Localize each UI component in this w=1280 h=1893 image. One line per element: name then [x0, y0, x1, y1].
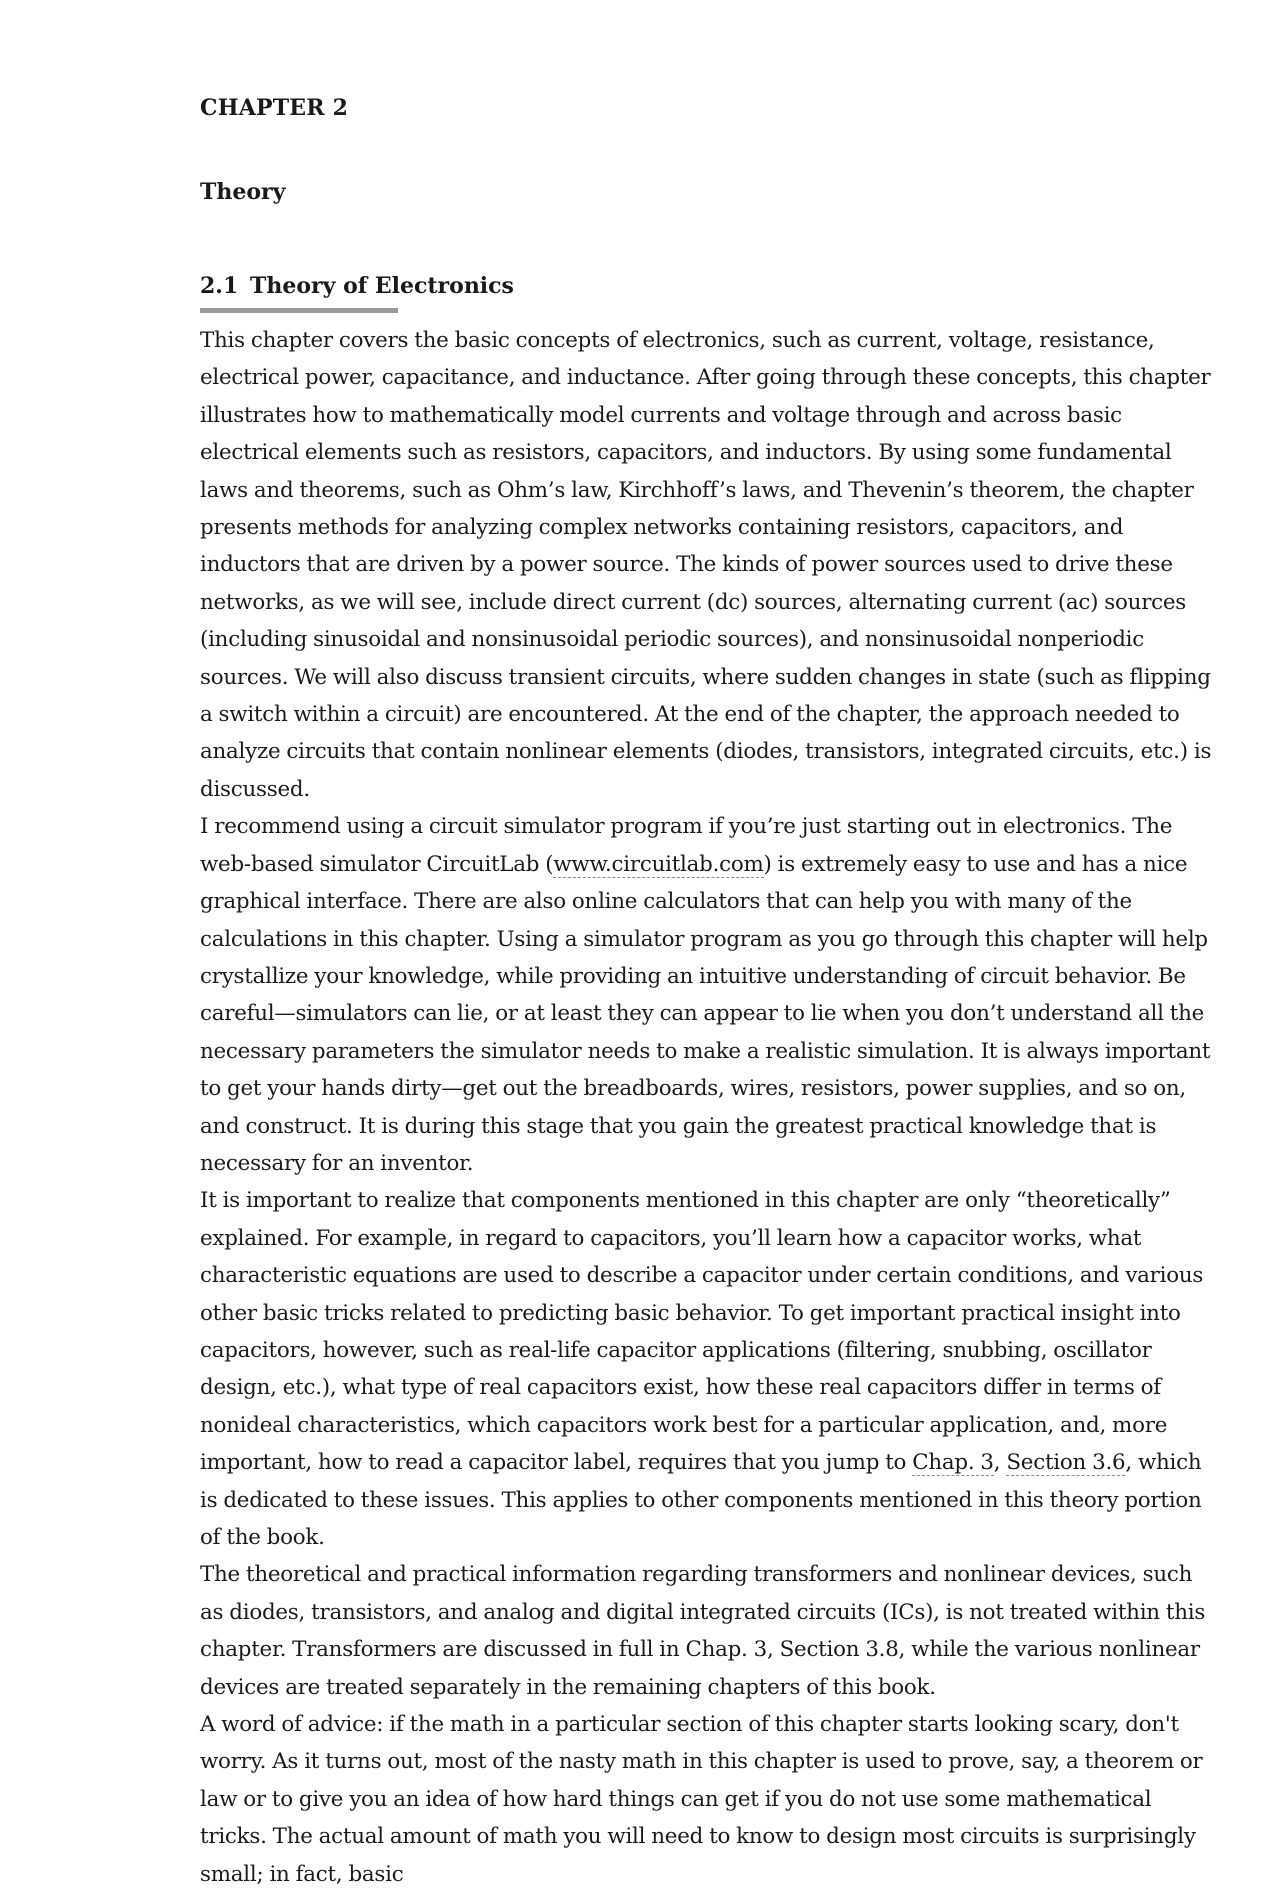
- section-title: Theory of Electronics: [250, 273, 514, 299]
- document-page: [200, 95, 1212, 1887]
- section-3-6-link[interactable]: Section 3.6: [1006, 1450, 1126, 1476]
- body-text: [200, 322, 1212, 1893]
- paragraph-text: I recommend using a circuit simulator program if you’re just starting out in electronics. The web-based simulator CircuitLab (: [200, 814, 1173, 877]
- section-underline: [200, 308, 398, 313]
- paragraph-advice: A word of advice: if the math in a particular section of this chapter starts looking scary, don't worry. As it turns out, most of the nasty math in this chapter is used to prove, say, a theorem or law or to give you an idea of how hard things can get if you do not use some mathematical tricks. The actual amount of math you will need to know to design most circuits is surprisingly small; in fact, basic: [200, 1712, 1203, 1887]
- chapter-3-ref: Chap. 3: [685, 1637, 768, 1663]
- section-3-8-ref: Section 3.8: [779, 1637, 899, 1663]
- paragraph-text: It is important to realize that components mentioned in this chapter are only “theoretically” explained. For example, in regard to capacitors, you’ll learn how a capacitor works, what characteristic equations are used to describe a capacitor under certain conditions, and various other basic tricks related to predicting basic behavior. To get important practical insight into capacitors, however, such as real-life capacitor applications (filtering, snubbing, oscillator design, etc.), what type of real capacitors exist, how these real capacitors differ in terms of nonideal characteristics, which capacitors work best for a particular application, and, more important, how to read a capacitor label, requires that you jump to: [200, 1188, 1204, 1476]
- paragraph-text: , while the various nonlinear devices are treated separately in the remaining chapters of this book.: [200, 1637, 1200, 1700]
- paragraph-intro: This chapter covers the basic concepts of electronics, such as current, voltage, resistance, electrical power, capacitance, and inductance. After going through these concepts, this chapter illustrates how to mathematically model currents and voltage through and across basic electrical elements such as resistors, capacitors, and inductors. By using some fundamental laws and theorems, such as Ohm’s law, Kirchhoff’s laws, and Thevenin’s theorem, the chapter presents methods for analyzing complex networks containing resistors, capacitors, and inductors that are driven by a power source. The kinds of power sources used to drive these networks, as we will see, include direct current (dc) sources, alternating current (ac) sources (including sinusoidal and nonsinusoidal periodic sources), and nonsinusoidal nonperiodic sources. We will also discuss transient circuits, where sudden changes in state (such as flipping a switch within a circuit) are encountered. At the end of the chapter, the approach needed to analyze circuits that contain nonlinear elements (diodes, transistors, integrated circuits, etc.) is discussed.: [200, 328, 1212, 802]
- paragraph-simulator: [200, 808, 1212, 1182]
- section-number: 2.1: [200, 273, 239, 299]
- separator: ,: [993, 1450, 1007, 1476]
- section-heading: [200, 274, 514, 298]
- paragraph-text: ) is extremely easy to use and has a nice graphical interface. There are also online calculators that can help you with many of the calculations in this chapter. Using a simulator program as you go through this chapter will help crystallize your knowledge, while providing an intuitive understanding of circuit behavior. Be careful—simulators can lie, or at least they can appear to lie when you don’t understand all the necessary parameters the simulator needs to make a realistic simulation. It is always important to get your hands dirty—get out the breadboards, wires, resistors, power supplies, and so on, and construct. It is during this stage that you gain the greatest practical knowledge that is necessary for an inventor.: [200, 851, 1211, 1176]
- chapter-label: CHAPTER 2: [200, 95, 349, 121]
- chapter-title: Theory: [200, 179, 286, 205]
- paragraph-text: The theoretical and practical information regarding transformers and nonlinear devices, such as diodes, transistors, and analog and digital integrated circuits (ICs), is not treated within this chapter. Transformers are discussed in full in: [200, 1562, 1206, 1663]
- separator: ,: [767, 1637, 780, 1663]
- paragraph-text: , which is dedicated to these issues. This applies to other components mentioned in this theory portion of the book.: [200, 1450, 1202, 1550]
- paragraph-capacitors: [200, 1182, 1212, 1556]
- paragraph-transformers: [200, 1556, 1212, 1706]
- chapter-3-link[interactable]: Chap. 3: [912, 1450, 994, 1476]
- circuitlab-link[interactable]: www.circuitlab.com: [553, 851, 764, 877]
